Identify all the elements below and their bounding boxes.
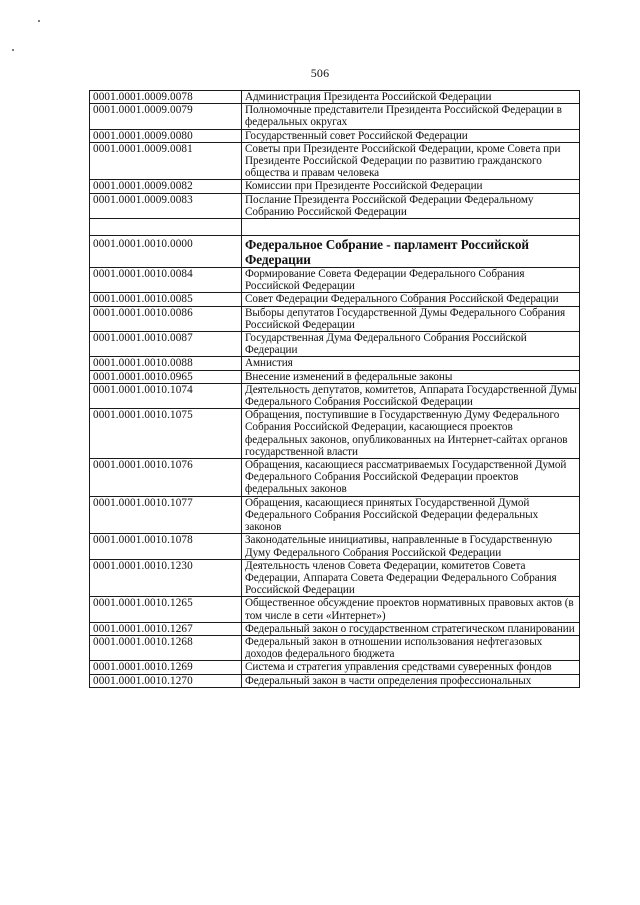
rubric-code-cell: 0001.0001.0010.1075 <box>90 409 242 459</box>
rubric-title-cell: Обращения, касающиеся рассматриваемых Государственной Думой Федерального Собрания Российской Федерации проектов федеральных законов <box>242 459 580 497</box>
rubric-code-cell: 0001.0001.0010.1270 <box>90 674 242 687</box>
table-row <box>90 180 580 193</box>
rubric-code-cell: 0001.0001.0009.0080 <box>90 129 242 142</box>
rubric-code-cell: 0001.0001.0010.1077 <box>90 496 242 534</box>
table-row <box>90 306 580 331</box>
rubric-title-cell: Государственный совет Российской Федерации <box>242 129 580 142</box>
rubric-code-cell: 0001.0001.0009.0079 <box>90 104 242 129</box>
rubric-title-cell: Обращения, касающиеся принятых Государственной Думой Федерального Собрания Российской Федерации федеральных законов <box>242 496 580 534</box>
table-row <box>90 622 580 635</box>
table-row <box>90 661 580 674</box>
spacer-row <box>90 219 580 236</box>
table-row <box>90 635 580 660</box>
rubric-code-cell: 0001.0001.0010.1074 <box>90 383 242 408</box>
registry-table <box>89 90 580 688</box>
rubric-code-cell: 0001.0001.0009.0082 <box>90 180 242 193</box>
rubric-title-cell: Внесение изменений в федеральные законы <box>242 370 580 383</box>
rubric-title-cell: Федеральный закон в части определения профессиональных <box>242 674 580 687</box>
rubric-title-cell: Администрация Президента Российской Федерации <box>242 91 580 104</box>
page-number: 506 <box>310 66 330 80</box>
table-row <box>90 357 580 370</box>
rubric-code-cell: 0001.0001.0010.1268 <box>90 635 242 660</box>
rubric-title-cell: Выборы депутатов Государственной Думы Федерального Собрания Российской Федерации <box>242 306 580 331</box>
rubric-title-cell: Послание Президента Российской Федерации Федеральному Собранию Российской Федерации <box>242 193 580 218</box>
table-row <box>90 370 580 383</box>
rubric-title-cell: Полномочные представители Президента Российской Федерации в федеральных округах <box>242 104 580 129</box>
table-row <box>90 91 580 104</box>
rubric-code-cell: 0001.0001.0010.0084 <box>90 268 242 293</box>
rubric-title-cell: Комиссии при Президенте Российской Федерации <box>242 180 580 193</box>
rubric-title-cell: Государственная Дума Федерального Собрания Российской Федерации <box>242 332 580 357</box>
rubric-code-cell: 0001.0001.0010.0000 <box>90 236 242 268</box>
rubric-code-cell: 0001.0001.0010.1078 <box>90 534 242 559</box>
rubric-code-cell: 0001.0001.0010.0965 <box>90 370 242 383</box>
rubric-title-cell: Обращения, поступившие в Государственную Думу Федерального Собрания Российской Федерации, касающиеся проектов федеральных законов, опубликованных на Интернет-сайтах органов государственной власти <box>242 409 580 459</box>
rubric-title-cell: Общественное обсуждение проектов нормативных правовых актов (в том числе в сети «Интернет») <box>242 597 580 622</box>
rubric-code-cell: 0001.0001.0010.1076 <box>90 459 242 497</box>
table-row <box>90 129 580 142</box>
rubric-code-cell: 0001.0001.0010.0087 <box>90 332 242 357</box>
section-header-row <box>90 236 580 268</box>
rubric-code-cell: 0001.0001.0010.0086 <box>90 306 242 331</box>
rubric-title-cell: Федеральный закон о государственном стратегическом планировании <box>242 622 580 635</box>
rubric-code-cell: 0001.0001.0010.0085 <box>90 293 242 306</box>
rubric-title-cell: Советы при Президенте Российской Федерации, кроме Совета при Президенте Российской Федерации по развитию гражданского общества и правам человека <box>242 142 580 180</box>
rubric-code-cell: 0001.0001.0010.1265 <box>90 597 242 622</box>
rubric-code-cell: 0001.0001.0009.0083 <box>90 193 242 218</box>
rubric-code-cell: 0001.0001.0009.0081 <box>90 142 242 180</box>
rubric-title-cell: Деятельность членов Совета Федерации, комитетов Совета Федерации, Аппарата Совета Федерации Федерального Собрания Российской Федерации <box>242 559 580 597</box>
table-row <box>90 193 580 218</box>
table-row <box>90 597 580 622</box>
table-row <box>90 332 580 357</box>
scan-speck <box>38 20 40 22</box>
scan-speck <box>12 49 14 51</box>
rubric-title-cell: Амнистия <box>242 357 580 370</box>
rubric-code-cell: 0001.0001.0009.0078 <box>90 91 242 104</box>
table-row <box>90 496 580 534</box>
table-row <box>90 534 580 559</box>
rubric-title-cell: Деятельность депутатов, комитетов, Аппарата Государственной Думы Федерального Собрания Российской Федерации <box>242 383 580 408</box>
rubric-code-cell <box>90 219 242 236</box>
rubric-code-cell: 0001.0001.0010.1269 <box>90 661 242 674</box>
rubric-title-cell: Законодательные инициативы, направленные в Государственную Думу Федерального Собрания Российской Федерации <box>242 534 580 559</box>
table-row <box>90 268 580 293</box>
rubric-code-cell: 0001.0001.0010.0088 <box>90 357 242 370</box>
rubric-title-cell: Совет Федерации Федерального Собрания Российской Федерации <box>242 293 580 306</box>
table-row <box>90 409 580 459</box>
table-row <box>90 383 580 408</box>
registry-table-body <box>90 91 580 688</box>
section-title-cell: Федеральное Собрание - парламент Российской Федерации <box>242 236 580 268</box>
rubric-title-cell <box>242 219 580 236</box>
table-row <box>90 559 580 597</box>
rubric-title-cell: Система и стратегия управления средствами суверенных фондов <box>242 661 580 674</box>
rubric-title-cell: Формирование Совета Федерации Федерального Собрания Российской Федерации <box>242 268 580 293</box>
table-row <box>90 142 580 180</box>
table-row <box>90 459 580 497</box>
table-row <box>90 104 580 129</box>
table-row <box>90 674 580 687</box>
rubric-title-cell: Федеральный закон в отношении использования нефтегазовых доходов федерального бюджета <box>242 635 580 660</box>
rubric-code-cell: 0001.0001.0010.1230 <box>90 559 242 597</box>
table-row <box>90 293 580 306</box>
rubric-code-cell: 0001.0001.0010.1267 <box>90 622 242 635</box>
